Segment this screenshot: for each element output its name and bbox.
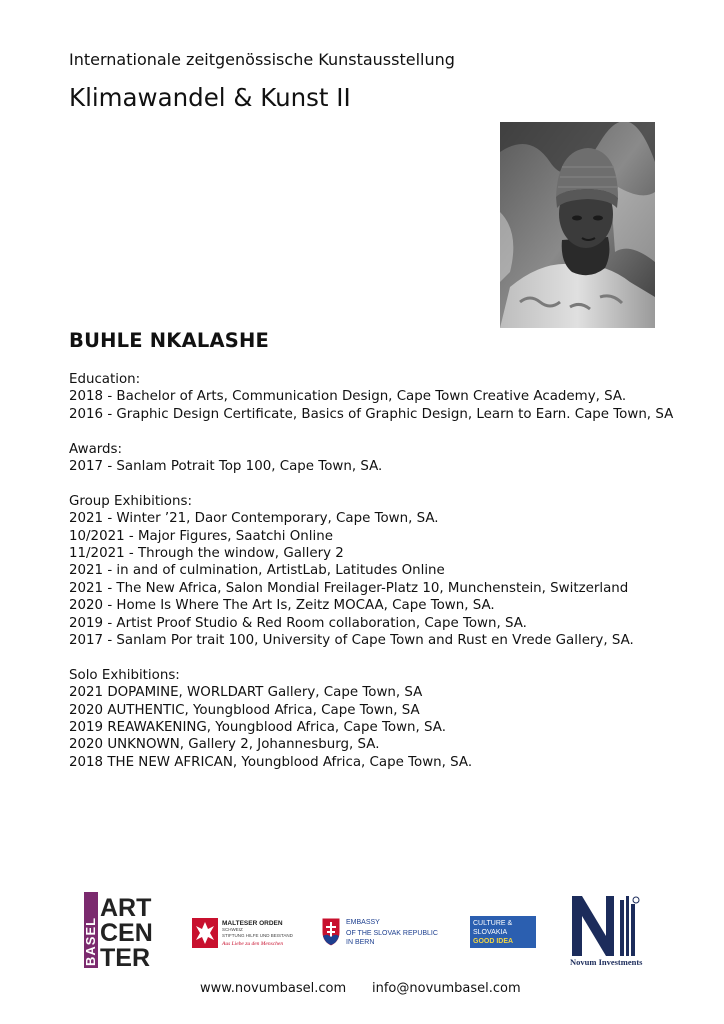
solo-exhibition-item: 2019 REAWAKENING, Youngblood Africa, Cape Town, SA. [69, 720, 446, 736]
group-exhibition-item: 2021 - in and of culmination, ArtistLab, Latitudes Online [69, 563, 445, 579]
malteser-logo-line3: STIFTUNG HILFE UND BEISTAND [222, 933, 293, 938]
basel-logo-side-text: BASEL [84, 916, 98, 966]
group-exhibition-item: 10/2021 - Major Figures, Saatchi Online [69, 528, 333, 544]
group-exhibition-item: 2021 - Winter ’21, Daor Contemporary, Cape Town, SA. [69, 511, 439, 527]
solo-exhibitions-section [69, 667, 689, 771]
novum-investments-logo [568, 894, 644, 968]
embassy-logo-line3: IN BERN [346, 939, 375, 946]
footer-website[interactable]: www.novumbasel.com [200, 981, 347, 996]
basel-logo-line-ter: TER [100, 944, 150, 968]
artist-cv [69, 371, 689, 789]
basel-logo-line-cen: CEN [100, 919, 153, 947]
group-exhibitions-section [69, 493, 689, 650]
artist-name: BUHLE NKALASHE [69, 329, 270, 352]
solo-exhibition-item: 2018 THE NEW AFRICAN, Youngblood Africa, Cape Town, SA. [69, 754, 473, 770]
embassy-logo-line2: OF THE SLOVAK REPUBLIC [346, 930, 438, 937]
exhibition-subtitle: Internationale zeitgenössische Kunstausstellung [69, 50, 455, 69]
education-heading: Education: [69, 372, 141, 387]
group-exhibition-item: 2020 - Home Is Where The Art Is, Zeitz MOCAA, Cape Town, SA. [69, 598, 495, 614]
exhibition-title: Klimawandel & Kunst II [69, 83, 351, 112]
basel-art-center-logo [84, 892, 168, 968]
malteser-logo-line2: SCHWEIZ [222, 927, 243, 932]
novum-logo-label: Novum Investments [570, 957, 643, 967]
group-exhibition-item: 2021 - The New Africa, Salon Mondial Freilager-Platz 10, Munchenstein, Switzerland [69, 580, 629, 596]
group-exhibition-item: 2017 - Sanlam Por trait 100, University of Cape Town and Rust en Vrede Gallery, SA. [69, 633, 634, 649]
group-exhibitions-heading: Group Exhibitions: [69, 493, 192, 509]
awards-heading: Awards: [69, 441, 123, 457]
solo-exhibition-item: 2021 DOPAMINE, WORLDART Gallery, Cape Town, SA [69, 685, 423, 701]
slovak-embassy-logo [320, 914, 440, 950]
education-item: 2018 - Bachelor of Arts, Communication Design, Cape Town Creative Academy, SA. [69, 389, 627, 405]
awards-section [69, 441, 689, 476]
embassy-logo-line1: EMBASSY [346, 919, 380, 926]
malteser-orden-logo [192, 916, 302, 950]
awards-item: 2017 - Sanlam Potrait Top 100, Cape Town, SA. [69, 459, 383, 475]
basel-logo-line-art: ART [100, 894, 152, 922]
malteser-logo-line4: Aus Liebe zu den Menschen [222, 941, 284, 947]
culture-logo-line3: GOOD IDEA [473, 938, 514, 945]
group-exhibition-item: 11/2021 - Through the window, Gallery 2 [69, 546, 344, 562]
culture-logo-line1: CULTURE & [473, 920, 513, 927]
footer-email[interactable]: info@novumbasel.com [372, 981, 521, 996]
artist-portrait-photo [500, 122, 655, 328]
education-item: 2016 - Graphic Design Certificate, Basics of Graphic Design, Learn to Earn. Cape Town, SA [69, 406, 674, 422]
solo-exhibitions-heading: Solo Exhibitions: [69, 667, 180, 683]
culture-slovakia-logo [470, 916, 536, 948]
solo-exhibition-item: 2020 UNKNOWN, Gallery 2, Johannesburg, SA. [69, 737, 380, 753]
malteser-logo-line1: MALTESER ORDEN [222, 920, 283, 927]
group-exhibition-item: 2019 - Artist Proof Studio & Red Room collaboration, Cape Town, SA. [69, 615, 527, 631]
education-section [69, 371, 689, 423]
culture-logo-line2: SLOVAKIA [473, 929, 508, 936]
sponsor-logos [0, 892, 724, 972]
solo-exhibition-item: 2020 AUTHENTIC, Youngblood Africa, Cape Town, SA [69, 702, 420, 718]
